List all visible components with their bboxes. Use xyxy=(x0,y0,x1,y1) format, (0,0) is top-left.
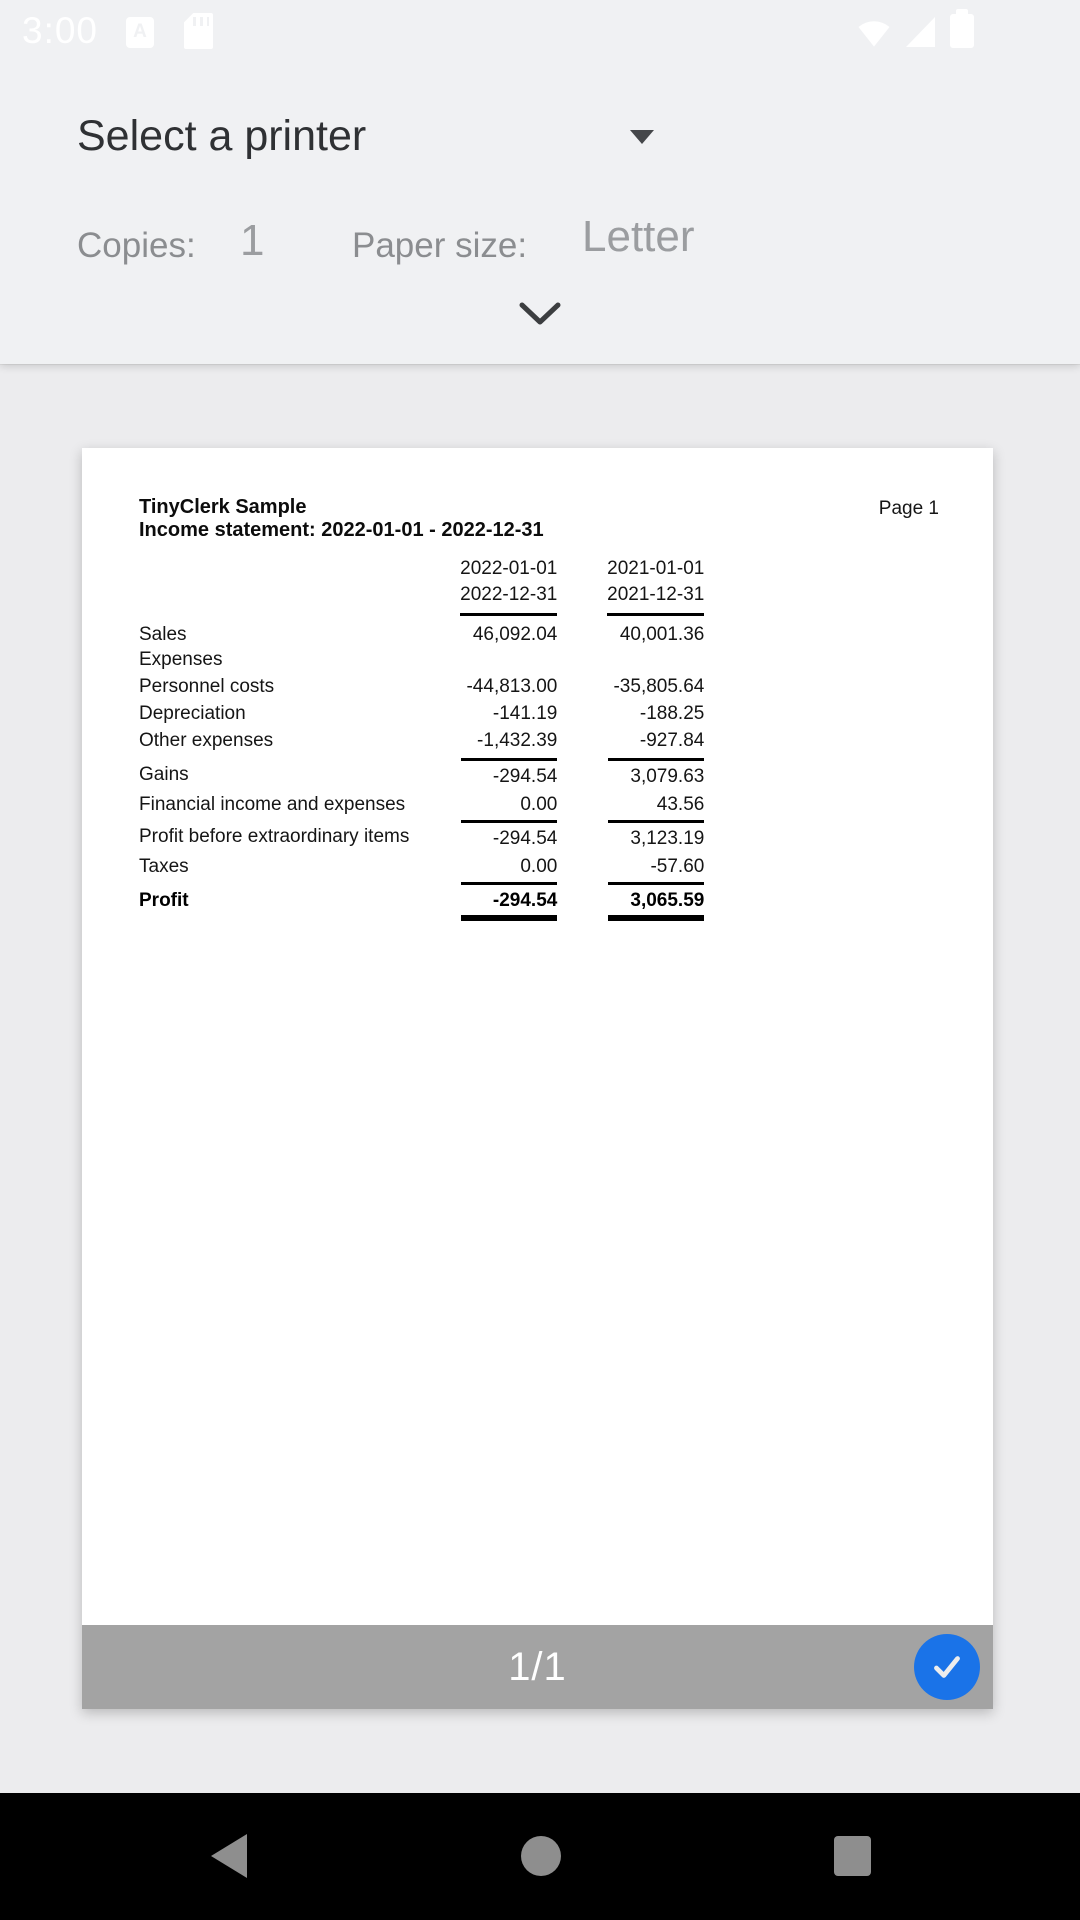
copies-label: Copies: xyxy=(77,226,196,265)
letter-a-icon: A xyxy=(126,17,154,48)
row-value-2022: 0.00 xyxy=(520,794,558,815)
row-value-2021: 3,065.59 xyxy=(608,882,704,921)
row-value-2021: -57.60 xyxy=(650,856,705,877)
row-value-2021: 43.56 xyxy=(656,794,705,815)
expand-options-button[interactable] xyxy=(512,292,568,336)
row-value-2022: -294.54 xyxy=(461,820,557,850)
table-row xyxy=(139,754,704,788)
row-label: Profit before extraordinary items xyxy=(139,826,410,847)
table-row xyxy=(139,816,704,850)
chevron-down-icon xyxy=(518,301,562,327)
signal-icon xyxy=(904,16,938,48)
row-label: Gains xyxy=(139,764,189,785)
document-subtitle: Income statement: 2022-01-01 - 2022-12-31 xyxy=(139,519,544,541)
row-value-2022: 0.00 xyxy=(520,856,558,877)
row-label: Financial income and expenses xyxy=(139,794,406,815)
document-title: TinyClerk Sample xyxy=(139,496,307,518)
row-value-2021: -188.25 xyxy=(639,702,705,724)
row-value-2021: 3,079.63 xyxy=(608,758,704,788)
page-indicator-bar xyxy=(82,1625,993,1709)
row-value-2021: -35,805.64 xyxy=(613,675,705,697)
home-button[interactable] xyxy=(521,1836,561,1876)
table-row xyxy=(139,646,704,673)
row-value-2021: 40,001.36 xyxy=(619,624,705,645)
col-2021-line2: 2021-12-31 xyxy=(607,584,705,605)
row-label: Profit xyxy=(139,890,189,911)
wifi-icon xyxy=(856,16,892,48)
row-value-2021: -927.84 xyxy=(639,729,705,751)
table-row-profit xyxy=(139,878,704,921)
row-value-2022: -1,432.39 xyxy=(477,729,558,751)
sim-card-icon xyxy=(184,13,213,49)
document-page-number: Page 1 xyxy=(878,498,939,519)
table-row xyxy=(139,850,704,878)
checkmark-icon xyxy=(928,1648,966,1686)
table-row xyxy=(139,616,704,646)
row-label: Other expenses xyxy=(139,729,274,751)
copies-value: 1 xyxy=(240,216,265,265)
row-value-2022: -294.54 xyxy=(461,882,557,921)
page-count-label: 1/1 xyxy=(508,1644,567,1689)
recents-button[interactable] xyxy=(834,1836,871,1876)
document-page xyxy=(82,448,993,1625)
row-label: Sales xyxy=(139,624,187,645)
back-button[interactable] xyxy=(211,1834,247,1878)
row-value-2022: -294.54 xyxy=(461,758,557,788)
paper-size-value: Letter xyxy=(582,212,695,261)
row-label: Depreciation xyxy=(139,702,246,724)
battery-icon xyxy=(950,14,974,48)
col-2021-line1: 2021-01-01 xyxy=(607,558,705,579)
table-row xyxy=(139,700,704,727)
income-statement-table xyxy=(139,556,704,921)
confirm-pages-button[interactable] xyxy=(914,1634,980,1700)
printer-dropdown[interactable] xyxy=(77,112,677,172)
print-header-panel xyxy=(0,0,1080,364)
row-value-2021: 3,123.19 xyxy=(608,820,704,850)
col-2022-line1: 2022-01-01 xyxy=(460,558,558,579)
table-header-row xyxy=(139,556,704,616)
table-row xyxy=(139,727,704,754)
dropdown-triangle-icon xyxy=(630,130,654,144)
navigation-bar xyxy=(0,1793,1080,1920)
row-label: Personnel costs xyxy=(139,675,275,697)
table-row xyxy=(139,673,704,700)
row-label: Taxes xyxy=(139,856,189,877)
paper-size-label: Paper size: xyxy=(352,226,528,265)
table-row xyxy=(139,788,704,816)
document-heading xyxy=(139,496,544,542)
page-preview-card xyxy=(82,448,993,1709)
row-label: Expenses xyxy=(139,648,223,670)
row-value-2022: -44,813.00 xyxy=(466,675,558,697)
row-value-2022: -141.19 xyxy=(492,702,558,724)
col-2022-line2: 2022-12-31 xyxy=(460,584,558,605)
status-bar xyxy=(0,0,1080,68)
clock-text: 3:00 xyxy=(22,10,99,51)
row-value-2022: 46,092.04 xyxy=(472,624,558,645)
printer-dropdown-label: Select a printer xyxy=(77,112,367,160)
